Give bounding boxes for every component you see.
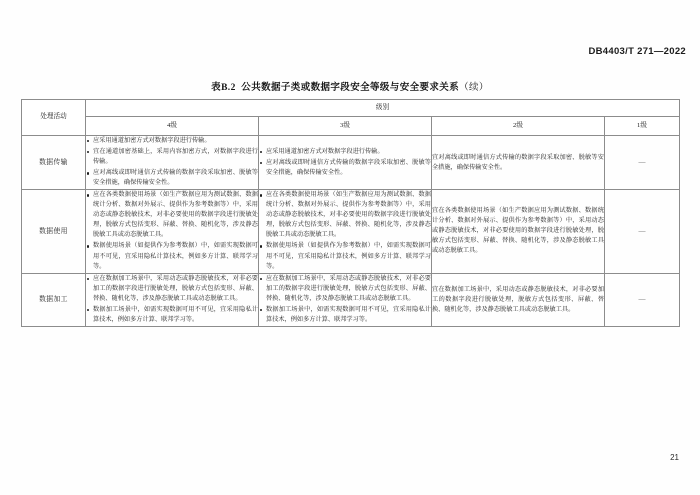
cell-level-3 [259, 273, 432, 326]
requirement-item: 宜在各类数据使用场景（如生产数据应用为测试数据、数据统计分析、数据对外展示、提供作为参考数据等）中，采用动态或静态脱敏技术，对非必要使用的数据字段进行脱敏处理，脱敏方式包括变形、屏蔽、替换、随机化等，涉及静态脱敏工具或动态脱敏工具。 [432, 207, 604, 255]
cell-level-1: — [605, 136, 680, 190]
requirement-item: 宜在数据加工场景中，采用动态或静态脱敏技术，对非必要加工的数据字段进行脱敏处理，脱敏方式包括变形、屏蔽、替换、随机化等，涉及静态脱敏工具或动态脱敏工具。 [432, 285, 604, 313]
table-row [22, 273, 680, 326]
cell-level-1: — [605, 190, 680, 273]
cell-level-4 [86, 273, 259, 326]
requirement-list [86, 190, 258, 271]
cell-level-3 [259, 190, 432, 273]
table-row [22, 136, 680, 190]
column-header-activity: 处理活动 [22, 100, 86, 136]
requirement-item: 应在数据加工场景中，采用动态或静态脱敏技术，对非必要加工的数据字段进行脱敏处理，脱敏方式包括变形、屏蔽、替换、随机化等，涉及静态脱敏工具或动态脱敏工具。 [86, 274, 258, 304]
requirement-item: 应在数据加工场景中，采用动态或静态脱敏技术，对非必要加工的数据字段进行脱敏处理，脱敏方式包括变形、屏蔽、替换、随机化等，涉及静态脱敏工具或动态脱敏工具。 [259, 274, 431, 304]
requirement-item: 应在各类数据使用场景（如生产数据应用为测试数据、数据统计分析、数据对外展示、提供作为参考数据等）中，采用动态或静态脱敏技术，对非必要使用的数据字段进行脱敏处理，脱敏方式包括变形、屏蔽、替换、随机化等，涉及静态脱敏工具或动态脱敏工具。 [259, 190, 431, 240]
table-row [22, 190, 680, 273]
column-header-level-group: 级别 [86, 100, 680, 117]
cell-level-4 [86, 136, 259, 190]
requirement-item: 宜对离线或即时通信方式传输的数据字段采取加密、脱敏等安全措施，确保传输安全性。 [432, 153, 604, 171]
table-caption-text: 公共数据子类或数据字段安全等级与安全要求关系 [241, 83, 460, 93]
page-number: 21 [670, 453, 679, 462]
requirement-item: 数据使用场景（如提供作为参考数据）中，如需实现数据可用不可见，宜采用隐私计算技术，例如多方计算、联邦学习等。 [259, 241, 431, 271]
requirement-item: 应采用通道加密方式对数据字段进行传输。 [86, 136, 258, 146]
cell-level-2 [432, 273, 605, 326]
table-body [22, 136, 680, 327]
table-header [22, 100, 680, 136]
cell-level-4 [86, 190, 259, 273]
requirement-list [86, 274, 258, 325]
column-header-level-3: 3级 [259, 117, 432, 136]
cell-activity: 数据传输 [22, 136, 86, 190]
requirement-item: 应在各类数据使用场景（如生产数据应用为测试数据、数据统计分析、数据对外展示、提供作为参考数据等）中，采用动态或静态脱敏技术，对非必要使用的数据字段进行脱敏处理，脱敏方式包括变形、屏蔽、替换、随机化等，涉及静态脱敏工具或动态脱敏工具。 [86, 190, 258, 240]
table-caption [0, 79, 700, 93]
requirement-list [86, 136, 258, 188]
cell-level-1: — [605, 273, 680, 326]
table-header-row-levels [22, 117, 680, 136]
requirement-item: 宜在通道加密基础上，采用内容加密方式，对数据字段进行传输。 [86, 147, 258, 167]
column-header-level-4: 4级 [86, 117, 259, 136]
cell-activity: 数据使用 [22, 190, 86, 273]
requirement-item: 应对离线或即时通信方式传输的数据字段采取加密、脱敏等安全措施，确保传输安全性。 [86, 168, 258, 188]
table-caption-label: 表B.2 [211, 83, 236, 93]
requirement-list [259, 274, 431, 325]
column-header-level-1: 1级 [605, 117, 680, 136]
cell-level-2 [432, 136, 605, 190]
requirement-list [259, 190, 431, 271]
column-header-level-2: 2级 [432, 117, 605, 136]
cell-level-3 [259, 136, 432, 190]
cell-level-2 [432, 190, 605, 273]
requirement-item: 应对离线或即时通信方式传输的数据字段采取加密、脱敏等安全措施，确保传输安全性。 [259, 158, 431, 178]
requirement-item: 数据使用场景（如提供作为参考数据）中，如需实现数据可用不可见，宜采用隐私计算技术，例如多方计算、联邦学习等。 [86, 241, 258, 271]
cell-activity: 数据加工 [22, 273, 86, 326]
table-caption-continued: （续） [459, 83, 489, 93]
requirement-item: 应采用通道加密方式对数据字段进行传输。 [259, 147, 431, 157]
standard-code-header: DB4403/T 271—2022 [588, 46, 686, 57]
requirement-item: 数据加工场景中，如需实现数据可用不可见，宜采用隐私计算技术，例如多方计算、联邦学习等。 [86, 305, 258, 325]
requirement-list [259, 147, 431, 178]
security-level-table [21, 99, 680, 327]
table-header-row-group [22, 100, 680, 117]
requirement-item: 数据加工场景中，如需实现数据可用不可见，宜采用隐私计算技术，例如多方计算、联邦学习等。 [259, 305, 431, 325]
